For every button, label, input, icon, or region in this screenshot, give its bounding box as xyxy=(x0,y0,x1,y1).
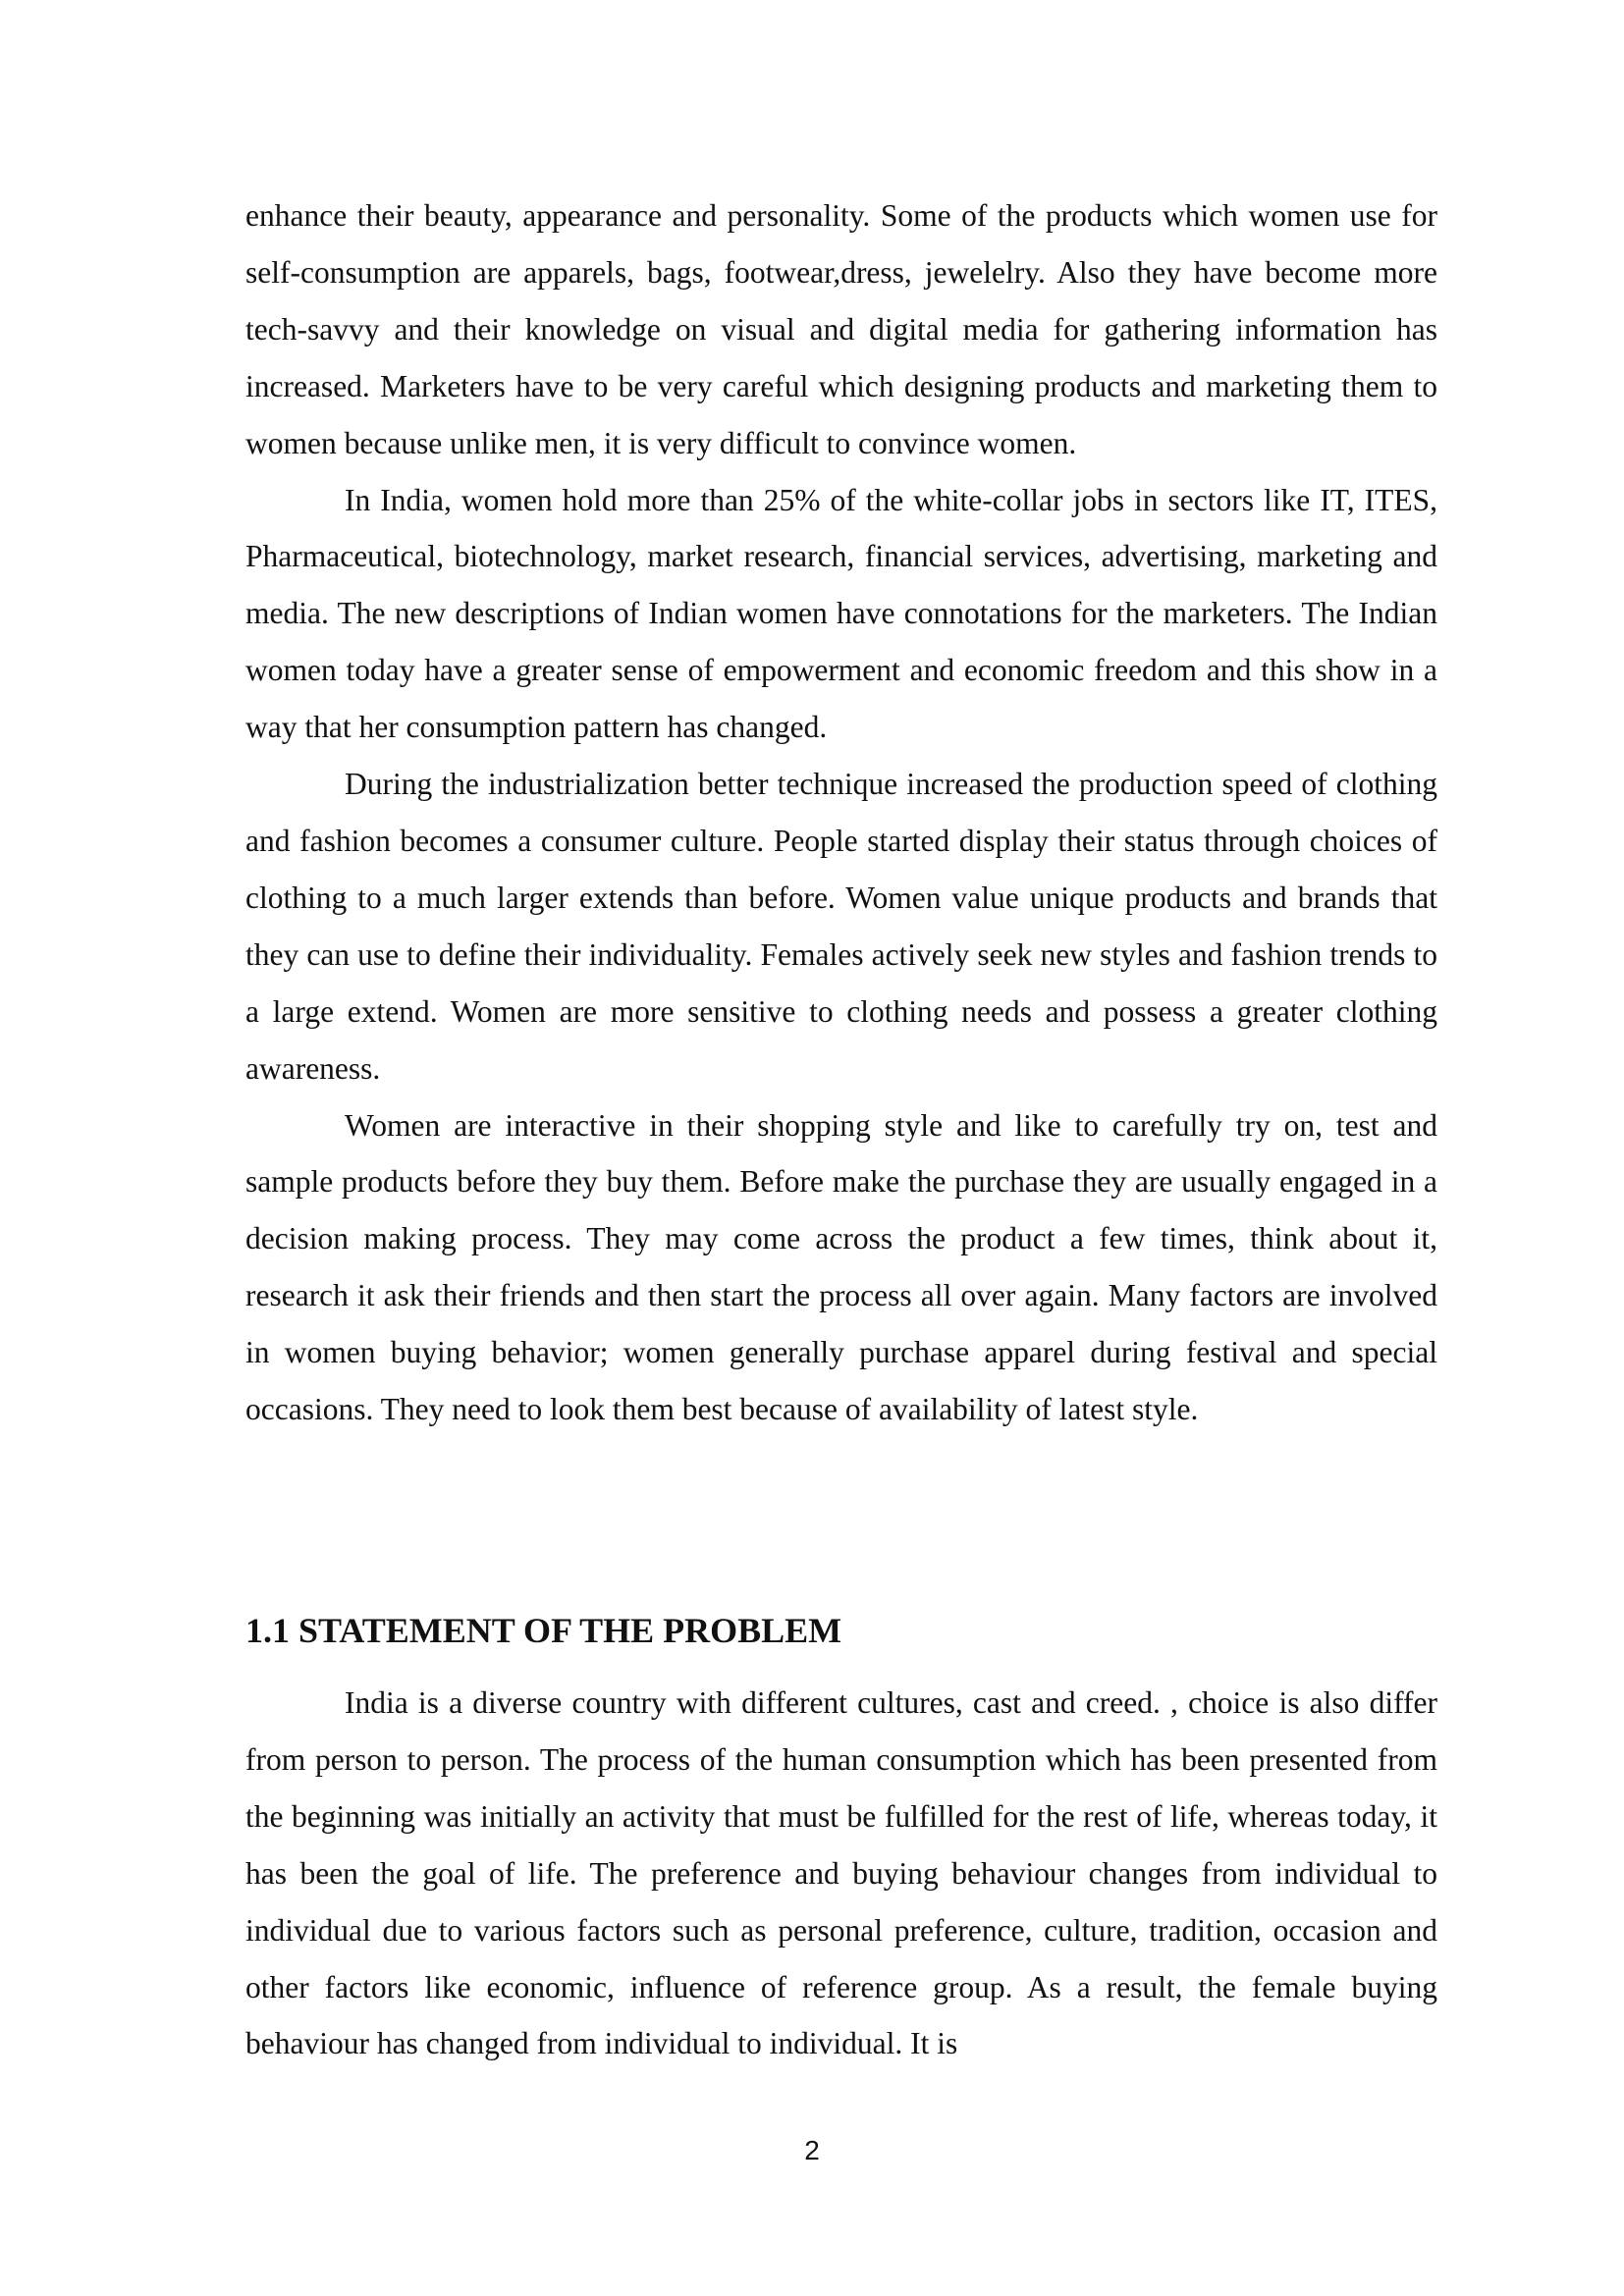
paragraph: India is a diverse country with different cultures, cast and creed. , choice is also differ from person to person. The process of the human consumption which has been presented from the beginning was initially an activity that must be fulfilled for the rest of life, whereas today, it has been the goal of life. The preference and buying behaviour changes from individual to individual due to various factors such as personal preference, culture, tradition, occasion and other factors like economic, influence of reference group. As a result, the female buying behaviour has changed from individual to individual. It is xyxy=(245,1685,1437,2061)
page-number: 2 xyxy=(804,2135,820,2165)
body-text-bottom xyxy=(245,1675,1437,2072)
paragraph: Women are interactive in their shopping style and like to carefully try on, test and sample products before they buy them. Before make the purchase they are usually engaged in a decision making process. They may come across the product a few times, think about it, research it ask their friends and then start the process all over again. Many factors are involved in women buying behavior; women generally purchase apparel during festival and special occasions. They need to look them best because of availability of latest style. xyxy=(245,1107,1437,1427)
body-text-top xyxy=(245,187,1437,1438)
paragraph: During the industrialization better technique increased the production speed of clothing and fashion becomes a consumer culture. People started display their status through choices of clothing to a much larger extends than before. Women value unique products and brands that they can use to define their individuality. Females actively seek new styles and fashion trends to a large extend. Women are more sensitive to clothing needs and possess a greater clothing awareness. xyxy=(245,767,1437,1086)
section-heading: 1.1 STATEMENT OF THE PROBLEM xyxy=(245,1611,842,1650)
paragraph: enhance their beauty, appearance and personality. Some of the products which women use for self-consumption are apparels, bags, footwear,dress, jewelelry. Also they have become more tech-savvy and their knowledge on visual and digital media for gathering information has increased. Marketers have to be very careful which designing products and marketing them to women because unlike men, it is very difficult to convince women. xyxy=(245,198,1437,460)
paragraph: In India, women hold more than 25% of the white-collar jobs in sectors like IT, ITES, Pharmaceutical, biotechnology, market research, financial services, advertising, marketing and media. The new descriptions of Indian women have connotations for the marketers. The Indian women today have a greater sense of empowerment and economic freedom and this show in a way that her consumption pattern has changed. xyxy=(245,482,1437,745)
